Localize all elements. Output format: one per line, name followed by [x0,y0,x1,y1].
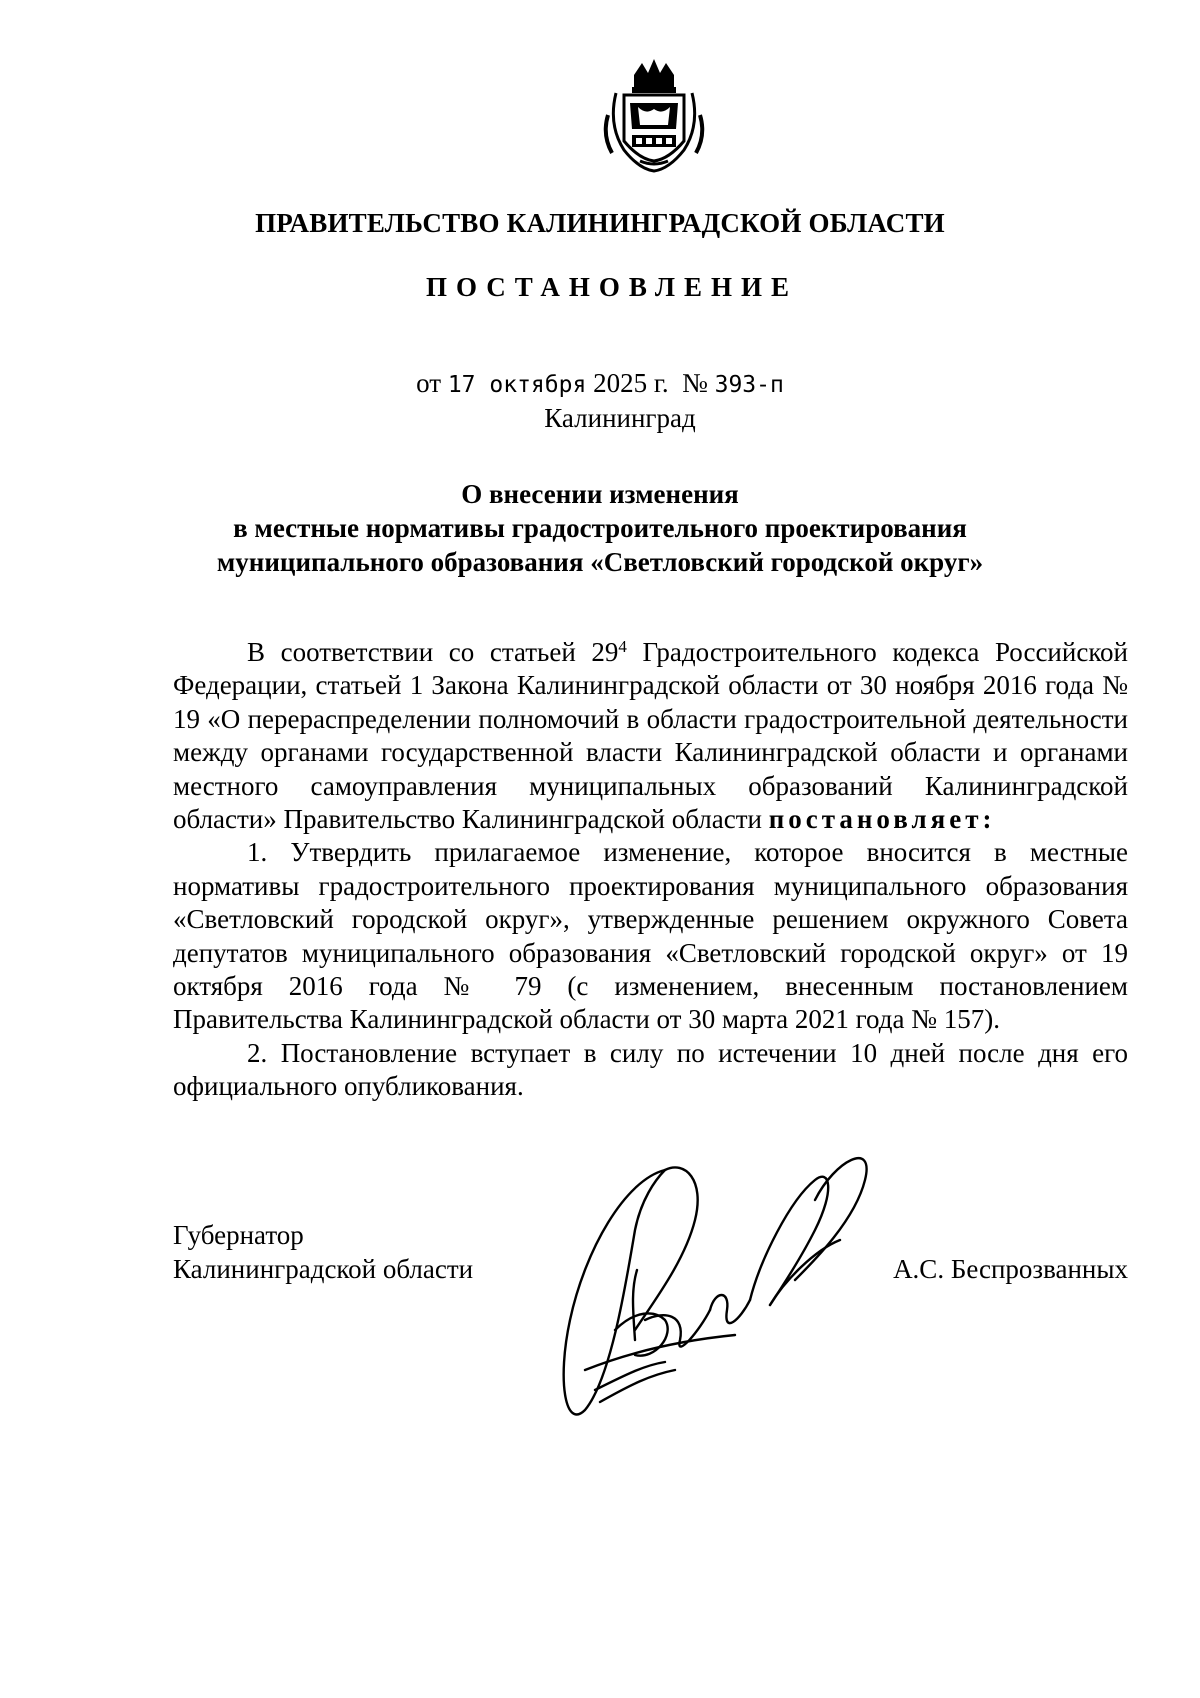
organization-title: ПРАВИТЕЛЬСТВО КАЛИНИНГРАДСКОЙ ОБЛАСТИ [255,208,945,238]
subject-line: муниципального образования «Светловский городской округ» [216,547,984,577]
document-body [173,636,1128,1104]
preamble-text: В соответствии со статьей 29 [247,637,619,667]
preamble-text: Градостроительного кодекса Российской Федерации, статьей 1 Закона Калининградской области от 30 ноября 2016 года № 19 «О перераспределении полномочий в области градостроительной деятельности между органами государственной власти Калининградской области и органами местного самоуправления муниципальных образований Калининградской области» Правительство Калининградской области [173,637,1129,835]
document-year: 2025 г. [593,368,669,398]
document-date: 17 октября [447,372,587,398]
document-number: 393-п [714,372,784,398]
signatory-position [173,1218,473,1286]
city: Калининград [544,403,696,433]
number-prefix: № [682,368,708,398]
position-line: Калининградской области [173,1254,474,1284]
subject-line: в местные нормативы градостроительного проектирования [233,513,967,543]
document-type: ПОСТАНОВЛЕНИЕ [425,272,799,302]
resolves-word: постановляет: [768,804,996,835]
coat-of-arms-icon [594,55,714,175]
signatory-name: А.С. Беспрозванных [893,1254,1128,1284]
position-line: Губернатор [173,1220,304,1250]
date-prefix: от [416,368,442,398]
handwritten-signature [515,1140,905,1440]
document-subject [0,477,1200,579]
preamble-paragraph [173,636,1128,836]
subject-line: О внесении изменения [461,479,739,509]
date-number-line [0,368,1200,399]
item-paragraph: 2. Постановление вступает в силу по истечении 10 дней после дня его официального опубликования. [173,1037,1128,1102]
article-superscript: 4 [618,637,627,656]
item-paragraph: 1. Утвердить прилагаемое изменение, которое вносится в местные нормативы градостроительного проектирования муниципального образования «Светловский городской округ», утвержденные решением окружного Совета депутатов муниципального образования «Светловский городской округ» от 19 октября 2016 года № 79 (с изменением, внесенным постановлением Правительства Калининградской области от 30 марта 2021 года № 157). [173,837,1128,1035]
